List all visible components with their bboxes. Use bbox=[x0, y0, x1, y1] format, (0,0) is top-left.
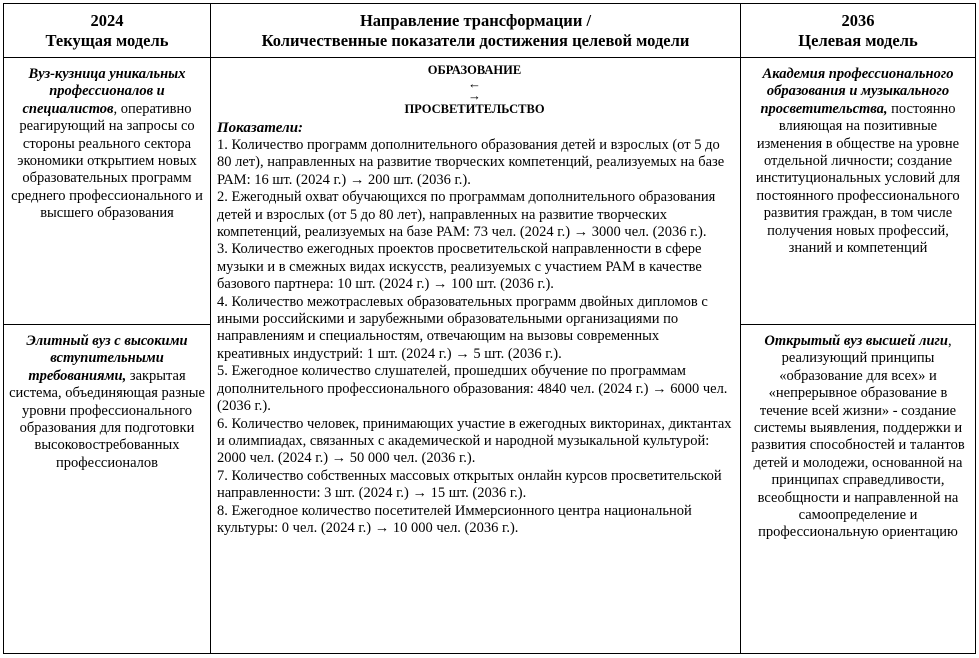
header-left-year: 2024 bbox=[90, 10, 124, 30]
indicator-item: 8. Ежегодное количество посетителей Иммерсионного центра национальной культуры: 0 чел. (2024 г.) → 10 000 чел. (2036 г.). bbox=[217, 502, 692, 536]
indicator-item: 7. Количество собственных массовых открытых онлайн курсов просветительской направленности: 3 шт. (2024 г.) → 15 шт. (2036 г.). bbox=[217, 467, 722, 502]
transformation-table bbox=[3, 3, 976, 654]
row2-current-model-cell bbox=[4, 325, 211, 654]
header-direction bbox=[211, 4, 741, 58]
header-right-year: 2036 bbox=[841, 10, 875, 30]
indicator-item: 3. Количество ежегодных проектов просветительской направленности в сфере музыки и в смежных видах искусств, реализуемых с участием РАМ в качестве базового партнера: 10 шт. (2024 г.) → 100 шт. (2036 г.). bbox=[217, 241, 702, 293]
header-row bbox=[4, 4, 976, 58]
arrow-left-icon: ← bbox=[468, 76, 481, 91]
header-mid-line2: Количественные показатели достижения целевой модели bbox=[261, 30, 690, 50]
row1-right-bold: Академия профессионального образования и музыкального просветительства, bbox=[760, 66, 954, 117]
header-mid-line1: Направление трансформации / bbox=[359, 10, 592, 30]
header-target-model bbox=[741, 4, 976, 58]
indicator-item: 5. Ежегодное количество слушателей, прошедших обучение по программам дополнительного профессионального образования: 4840 чел. (2024 г.) → 6000 чел. (2036 г.). bbox=[217, 363, 728, 415]
header-left-title: Текущая модель bbox=[45, 30, 169, 50]
row1-right-text: постоянно влияющая на позитивные изменения в обществе на уровне отдельной личности; создание институциональных условий для постоянного профессионального развития граждан, в том числе получения новых профессий, знаний и компетенций bbox=[755, 100, 961, 257]
row-1 bbox=[4, 58, 976, 325]
arrow-right-icon: → bbox=[468, 88, 481, 103]
indicators-title: Показатели: bbox=[217, 120, 304, 136]
row1-target-model-cell bbox=[741, 58, 976, 325]
indicator-item: 6. Количество человек, принимающих участие в ежегодных викторинах, диктантах и олимпиадах, связанных с академической и народной музыкальной культурой: 2000 чел. (2024 г.) → 50 000 чел. (2036 г.). bbox=[217, 415, 732, 467]
row1-current-model-cell bbox=[4, 58, 211, 325]
heading-education: ОБРАЗОВАНИЕ bbox=[427, 63, 522, 77]
row1-left-text: , оперативно реагирующий на запросы со стороны реального сектора экономики открытием новых образовательных программ среднего профессионального и высшего образования bbox=[11, 100, 203, 222]
direction-heading bbox=[217, 63, 732, 117]
indicator-item: 1. Количество программ дополнительного образования детей и взрослых (от 5 до 80 лет), направленных на развитие творческих компетенций, реализуемых на базе РАМ: 16 шт. (2024 г.) → 200 шт. (2036 г.). bbox=[217, 137, 725, 188]
heading-enlightenment: ПРОСВЕТИТЕЛЬСТВО bbox=[404, 102, 545, 116]
row2-left-bold: Элитный вуз с высокими вступительными требованиями, bbox=[26, 333, 188, 384]
indicators-cell bbox=[211, 58, 741, 654]
header-right-title: Целевая модель bbox=[798, 30, 918, 50]
row2-left-text: закрытая система, объединяющая разные уровни профессионального образования для подготовки высоковостребованных профессионалов bbox=[9, 367, 205, 471]
row2-right-bold: Открытый вуз высшей лиги bbox=[764, 333, 948, 349]
header-current-model bbox=[4, 4, 211, 58]
indicator-item: 4. Количество межотраслевых образовательных программ двойных дипломов с иными российскими и зарубежными образовательными организациями по направлениям и специальностям, отвечающим на вызовы современных креативных индустрий: 1 шт. (2024 г.) → 5 шт. (2036 г.). bbox=[217, 293, 708, 362]
row2-target-model-cell bbox=[741, 325, 976, 654]
indicator-item: 2. Ежегодный охват обучающихся по программам дополнительного образования детей и взрослых (от 5 до 80 лет), направленных на развитие творческих компетенций, реализуемых на базе РАМ: 73 чел. (2024 г.) → 3000 чел. (2036 г.). bbox=[217, 189, 716, 241]
row2-right-text: , реализующий принципы «образование для всех» и «непрерывное образование в течение всей жизни» - создание системы выявления, поддержки и развития способностей и талантов детей и молодежи, основанной на принципах справедливости, всеобщности и направленной на самоопределение и профессиональную ориентацию bbox=[751, 333, 965, 541]
row1-left-bold: Вуз-кузница уникальных профессионалов и специалистов bbox=[22, 66, 186, 117]
